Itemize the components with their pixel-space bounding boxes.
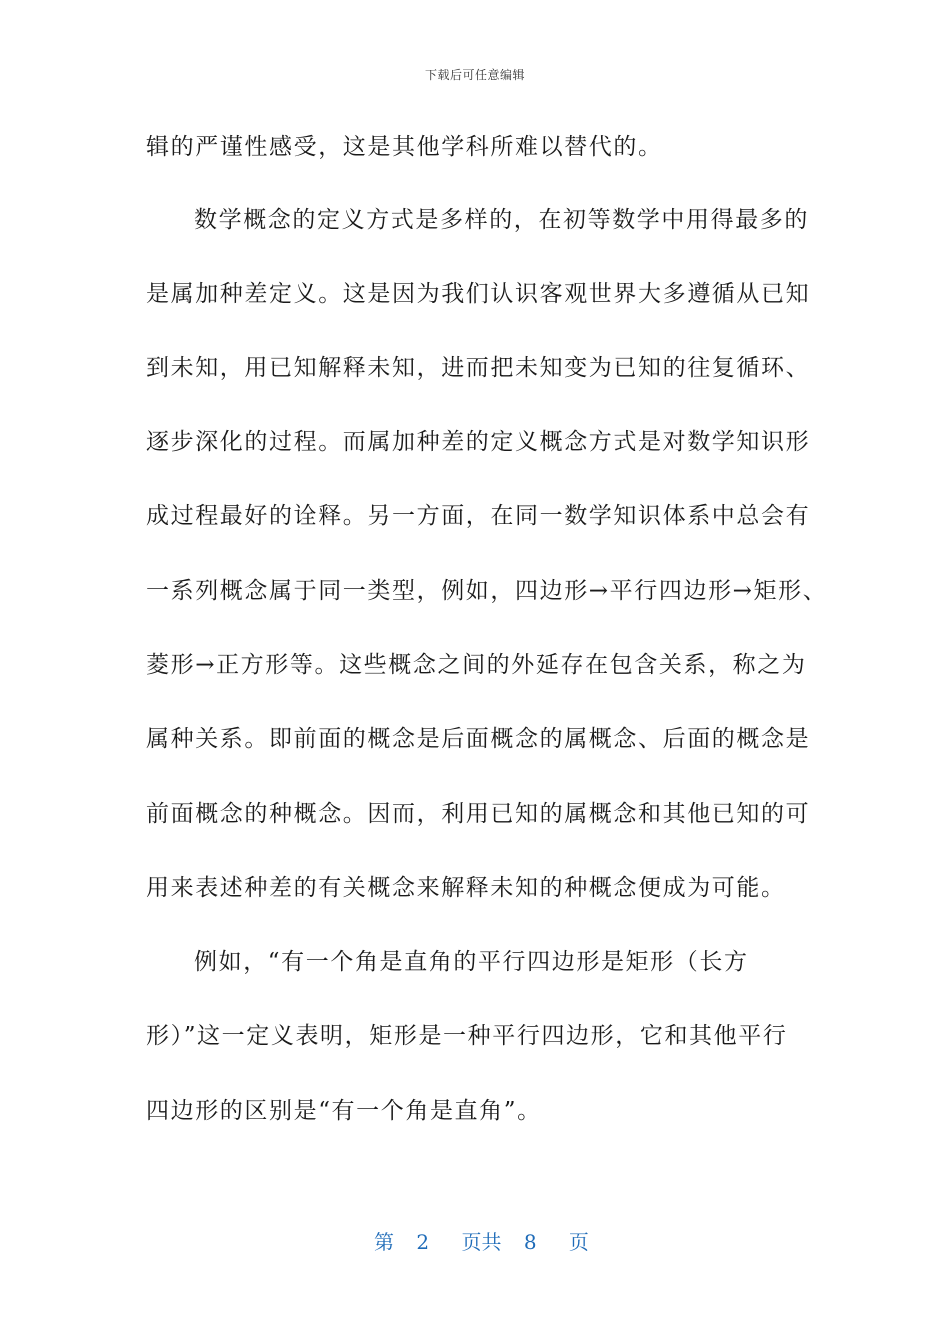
text-line: 形）”这一定义表明，矩形是一种平行四边形，它和其他平行 <box>146 1023 788 1049</box>
text-line: 四边形的区别是“有一个角是直角”。 <box>146 1098 542 1124</box>
text-line: 辑的严谨性感受，这是其他学科所难以替代的。 <box>146 134 663 160</box>
text-line: 一系列概念属于同一类型，例如，四边形→平行四边形→矩形、 <box>146 578 828 604</box>
footer-label-page: 第 <box>374 1230 394 1254</box>
text-line: 例如，“有一个角是直角的平行四边形是矩形（长方 <box>194 949 749 975</box>
current-page-number: 2 <box>416 1230 430 1254</box>
page-footer <box>374 1226 589 1255</box>
text-line: 前面概念的种概念。因而，利用已知的属概念和其他已知的可 <box>146 801 811 827</box>
text-line: 成过程最好的诠释。另一方面，在同一数学知识体系中总会有 <box>146 503 811 529</box>
text-line: 到未知，用已知解释未知，进而把未知变为已知的往复循环、 <box>146 355 811 381</box>
total-pages-number: 8 <box>523 1230 537 1254</box>
footer-label-end: 页 <box>568 1230 589 1254</box>
text-line: 逐步深化的过程。而属加种差的定义概念方式是对数学知识形 <box>146 429 811 455</box>
text-line: 数学概念的定义方式是多样的，在初等数学中用得最多的 <box>194 207 809 233</box>
text-line: 是属加种差定义。这是因为我们认识客观世界大多遵循从已知 <box>146 281 811 307</box>
page-header: 下载后可任意编辑 <box>424 68 525 82</box>
footer-label-of: 页共 <box>461 1230 502 1254</box>
text-line: 属种关系。即前面的概念是后面概念的属概念、后面的概念是 <box>146 726 811 752</box>
text-line: 用来表述种差的有关概念来解释未知的种概念便成为可能。 <box>146 875 786 901</box>
text-line: 菱形→正方形等。这些概念之间的外延存在包含关系，称之为 <box>146 652 807 678</box>
